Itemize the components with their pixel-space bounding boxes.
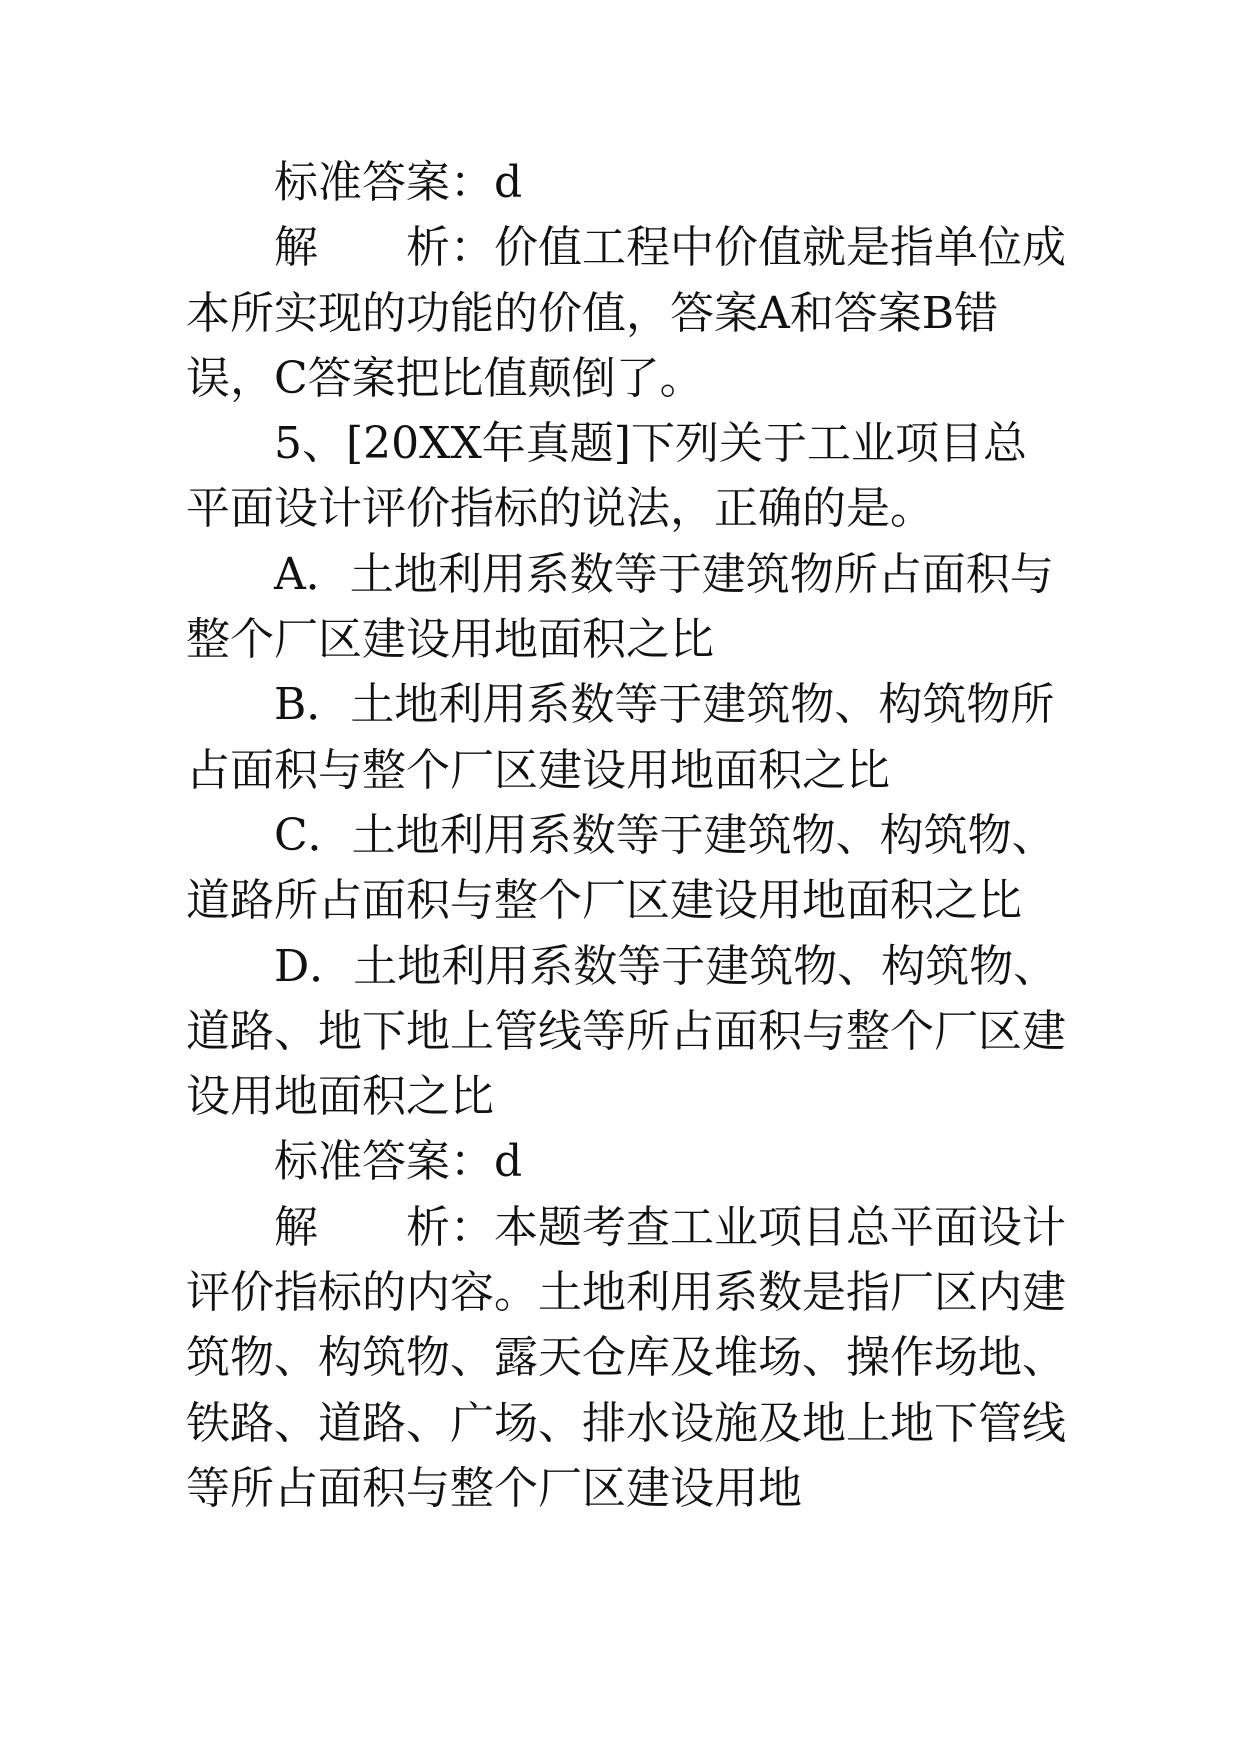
answer-line-2: 标准答案：d	[274, 1136, 523, 1188]
analysis-paragraph-2: 解 析：本题考查工业项目总平面设计评价指标的内容。土地利用系数是指厂区内建筑物、构筑物、露天仓库及堆场、操作场地、铁路、道路、广场、排水设施及地上地下管线等所占面积与整个厂区建设用地	[186, 1201, 1066, 1514]
answer-line-1: 标准答案：d	[274, 157, 523, 208]
option-d: D．土地利用系数等于建筑物、构筑物、道路、地下地上管线等所占面积与整个厂区建设用地面积之比	[186, 940, 1066, 1123]
question-5-stem: 5、[20XX年真题]下列关于工业项目总平面设计评价指标的说法，正确的是。	[186, 418, 1027, 535]
document-page	[186, 150, 1066, 1521]
analysis-paragraph-1: 解 析：价值工程中价值就是指单位成本所实现的功能的价值，答案A和答案B错误，C答案把比值颠倒了。	[186, 222, 1066, 404]
option-a: A．土地利用系数等于建筑物所占面积与整个厂区建设用地面积之比	[186, 548, 1054, 666]
option-c: C．土地利用系数等于建筑物、构筑物、道路所占面积与整个厂区建设用地面积之比	[186, 809, 1056, 927]
option-b: B．土地利用系数等于建筑物、构筑物所占面积与整个厂区建设用地面积之比	[186, 679, 1055, 796]
